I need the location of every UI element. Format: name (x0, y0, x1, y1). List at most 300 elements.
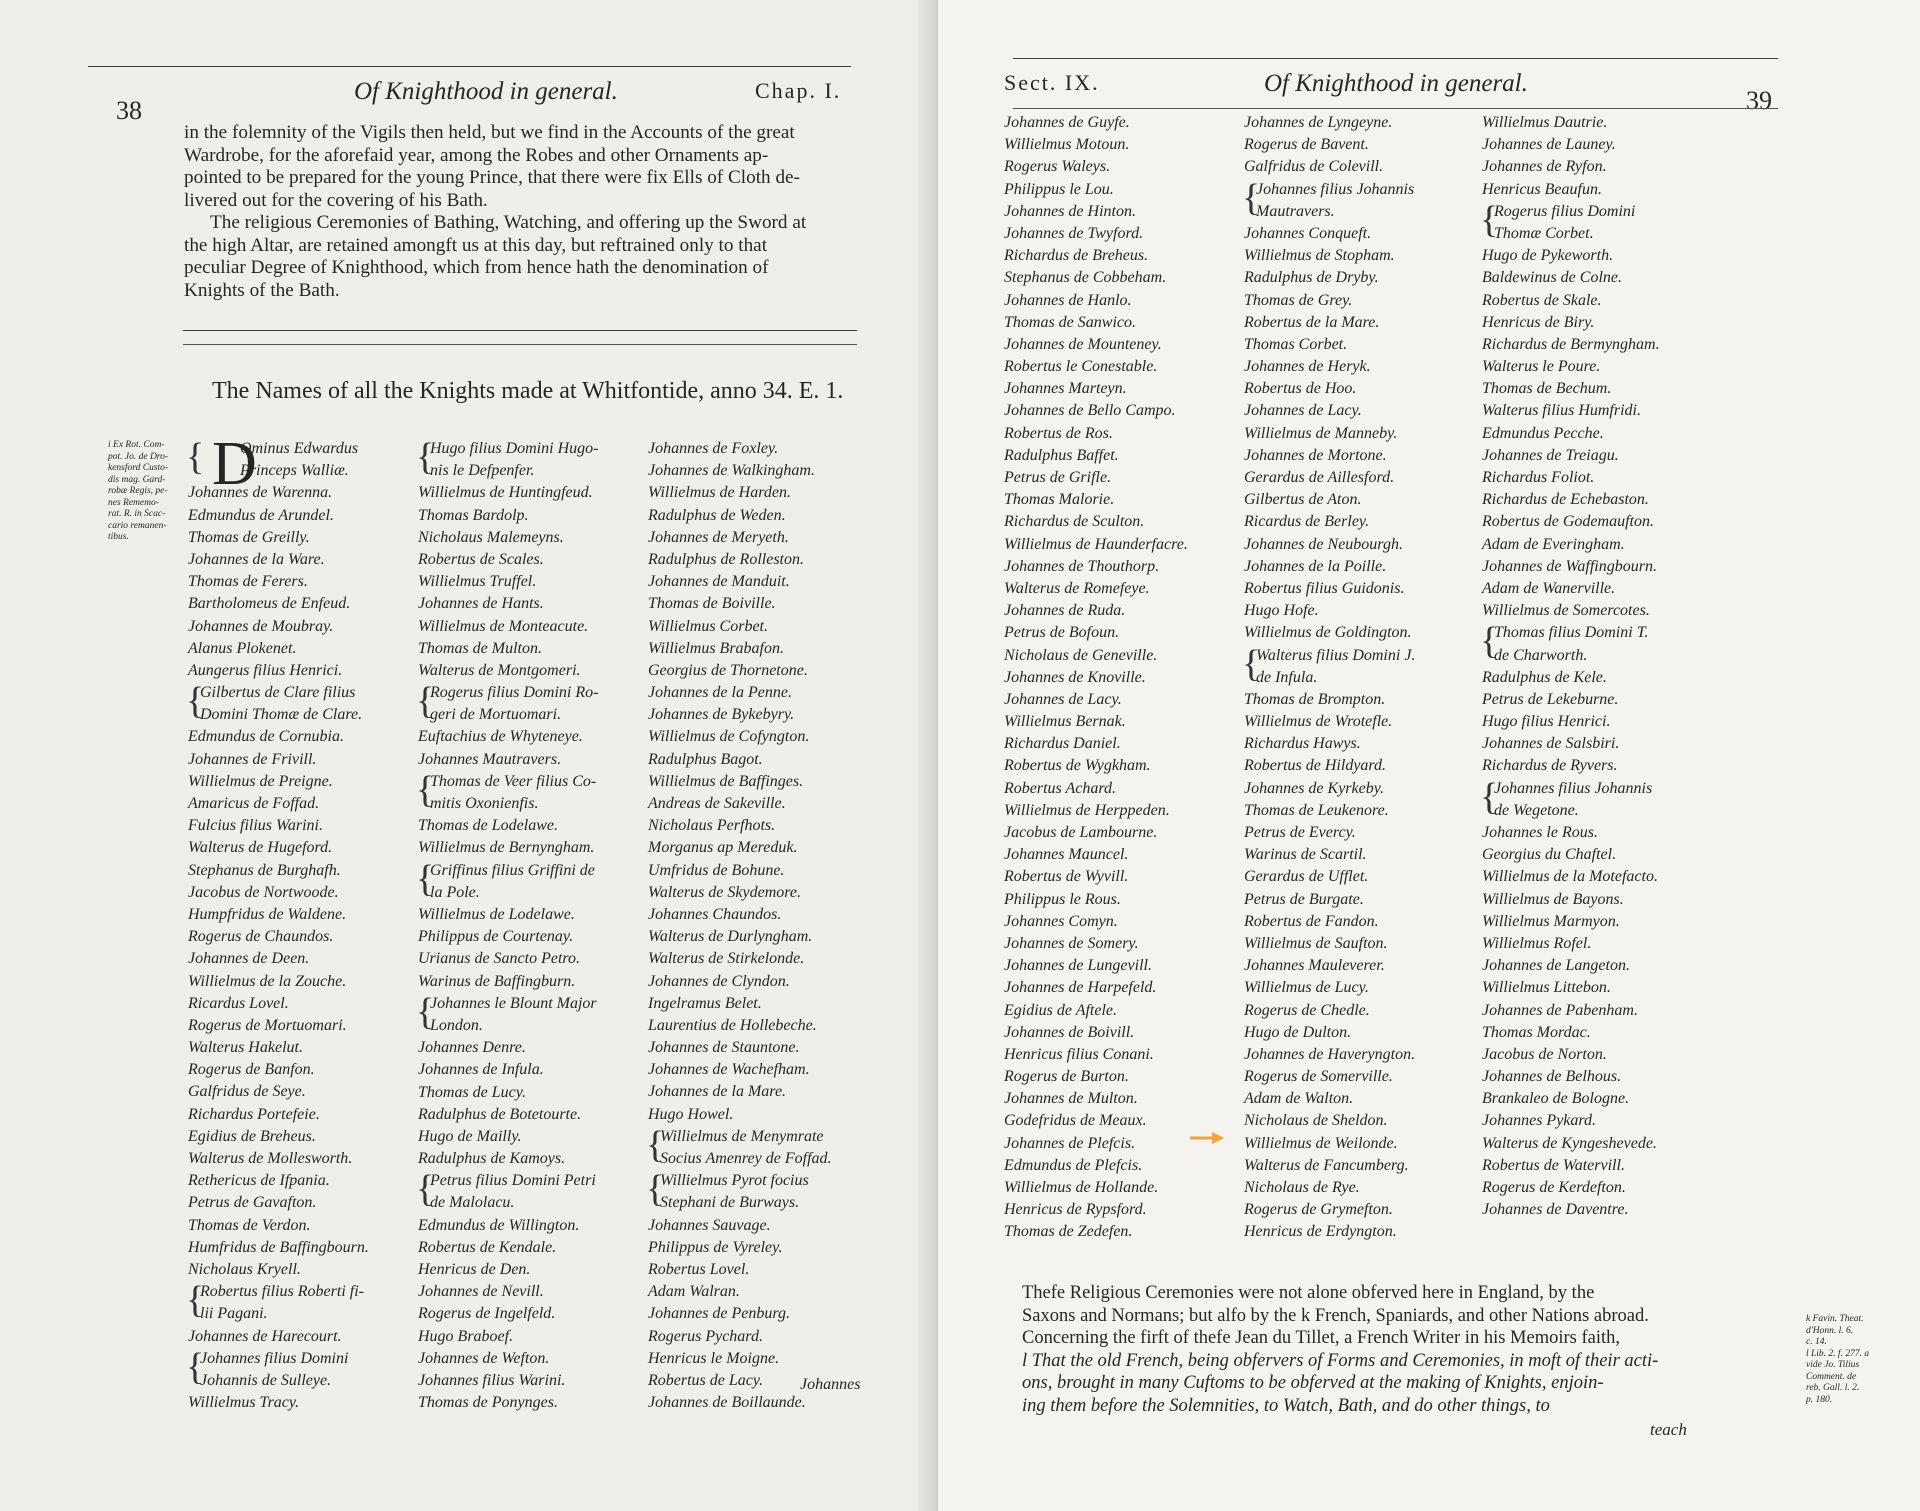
knight-name: Walterus de Fancumberg. (1244, 1156, 1409, 1174)
knight-name: Johannes de Haveryngton. (1244, 1045, 1416, 1063)
drop-cap: D (212, 430, 257, 498)
knight-name: Willielmus de Hollande. (1004, 1179, 1159, 1196)
knight-name: Edmundus de Willington. (418, 1216, 580, 1234)
knight-name-part: { Willielmus de Menymrate (660, 1127, 824, 1145)
knight-name: Johannes Sauvage. (648, 1216, 771, 1234)
knight-name: Willielmus de Monteacute. (418, 617, 589, 635)
knight-name: Rogerus de Grymefton. (1244, 1201, 1393, 1219)
name-column-1 (1004, 112, 1244, 1244)
knight-name: Johannes de Harpefeld. (1004, 979, 1157, 997)
bracketed-entry (1482, 778, 1742, 822)
knight-name-part: { Johannes le Blount Major (430, 994, 597, 1012)
knight-name: Thomas de Lodelawe. (418, 817, 558, 835)
header-rule (88, 66, 851, 67)
knight-name: Thomas Malorie. (1004, 491, 1115, 509)
knight-name: Johannes de la Mare. (648, 1083, 787, 1101)
arrow-head (1212, 1132, 1224, 1144)
knight-name: Willielmus de Haunderfacre. (1004, 535, 1188, 553)
knight-name: Radulphus de Kele. (1482, 668, 1607, 686)
knight-name-part: { Johannes filius Domini (200, 1349, 349, 1367)
knight-name: Robertus de la Mare. (1244, 313, 1380, 331)
knight-name-part: { Thomas filius Domini T. (1494, 624, 1649, 642)
knight-name: Willielmus Marmyon. (1482, 912, 1620, 930)
knight-name: Richardus de Bermyngham. (1482, 335, 1660, 353)
knight-name: Robertus filius Guidonis. (1244, 579, 1405, 597)
knight-name: Johannes de la Penne. (648, 684, 792, 702)
text-line: Knights of the Bath. (184, 279, 340, 301)
knight-name: Morganus ap Mereduk. (648, 839, 798, 857)
knight-name: Henricus filius Conani. (1004, 1045, 1154, 1063)
knight-name: Fulcius filius Warini. (188, 817, 323, 835)
knight-name: Willielmus Truffel. (418, 573, 537, 591)
knight-name: Petrus de Burgate. (1244, 890, 1364, 908)
knight-name: Johannes de Knoville. (1004, 668, 1146, 686)
knight-name: Johannes de Boivill. (1004, 1023, 1135, 1041)
knight-name: Thomas Corbet. (1244, 335, 1348, 353)
text-line: The religious Ceremonies of Bathing, Watching, and offering up the Sword at (210, 212, 807, 233)
knight-name: Robertus de Skale. (1482, 291, 1602, 309)
knight-name: Walterus de Romefeye. (1004, 579, 1150, 597)
section-rule (183, 344, 857, 345)
knight-name: Johannes Mauleverer. (1244, 957, 1385, 975)
knight-name: Hugo Howel. (648, 1105, 734, 1123)
knight-name: Willielmus Corbet. (648, 617, 768, 635)
knight-name-part: Domini Thomæ de Clare. (200, 706, 363, 724)
knight-name: Philippus le Rous. (1004, 890, 1121, 908)
knight-name: Thomas de Zedefen. (1004, 1223, 1133, 1241)
knight-name: Thomas de Brompton. (1244, 690, 1386, 708)
knight-name: Johannes de Frivill. (188, 750, 317, 768)
knight-name: Petrus de Lekeburne. (1482, 690, 1619, 708)
bracketed-entry (418, 993, 646, 1037)
knight-name: Johannes de Foxley. (648, 440, 779, 457)
knight-name: Willielmus de Bayons. (1482, 890, 1624, 908)
knight-name: Gilbertus de Aton. (1244, 491, 1362, 509)
catchword: Johannes (800, 1376, 861, 1393)
knight-name: Johannes de Harecourt. (188, 1327, 342, 1345)
knight-name: Nicholaus de Geneville. (1004, 646, 1158, 664)
knight-name: Richardus Foliot. (1482, 469, 1595, 487)
knight-name: Willielmus de Wrotefle. (1244, 713, 1393, 731)
knight-name: Alanus Plokenet. (188, 639, 297, 657)
knight-name: Rogerus de Banfon. (188, 1061, 315, 1079)
name-column-3 (1482, 112, 1742, 1221)
knight-name: Richardus de Sculton. (1004, 513, 1145, 531)
knight-name: Umfridus de Bohune. (648, 861, 785, 879)
knight-name: Willielmus de Lucy. (1244, 979, 1369, 997)
knight-name: Thomas Bardolp. (418, 506, 529, 524)
bracketed-entry (188, 682, 410, 726)
bracketed-entry (1482, 622, 1742, 666)
knight-name: Rogerus de Chaundos. (188, 928, 334, 946)
knight-name: Edmundus de Plefcis. (1004, 1156, 1143, 1174)
knight-name: Philippus de Courtenay. (418, 928, 574, 946)
knight-name: Walterus de Hugeford. (188, 839, 333, 857)
knight-name: Johannes Mauncel. (1004, 846, 1129, 864)
section-label: Sect. IX. (1004, 70, 1100, 95)
knight-name: Johannes de Stauntone. (648, 1039, 800, 1057)
highlight-arrow-icon (1190, 1131, 1224, 1145)
bracketed-entry (1482, 201, 1742, 245)
knight-name: Thomas de Boiville. (648, 595, 776, 613)
bracketed-entry (418, 771, 646, 815)
bracketed-entry (188, 1348, 410, 1392)
name-column-2 (418, 438, 646, 1414)
right-page (938, 0, 1920, 1511)
knight-name-part: de Charworth. (1494, 646, 1588, 664)
knight-name: Radulphus de Kamoys. (418, 1150, 566, 1168)
knight-name: Johannes de Hinton. (1004, 202, 1136, 220)
knight-name: Hugo Hofe. (1244, 602, 1319, 620)
knight-name: Johannes de Thouthorp. (1004, 557, 1160, 575)
knight-name: Johannes de Kyrkeby. (1244, 779, 1384, 797)
knight-name: Robertus de Watervill. (1482, 1156, 1625, 1174)
knight-name: Petrus de Evercy. (1244, 824, 1356, 842)
knight-name-part: { Rogerus filius Domini (1494, 202, 1636, 220)
knight-name: Johannes Marteyn. (1004, 380, 1127, 398)
knight-name: Euftachius de Whyteneye. (418, 728, 583, 746)
knight-name: Johannes de Hanlo. (1004, 291, 1132, 309)
knight-name: Ingelramus Belet. (648, 994, 762, 1012)
knight-name: Willielmus Motoun. (1004, 136, 1130, 154)
knight-name: Willielmus Dautrie. (1482, 114, 1608, 131)
closing-paragraph (1022, 1282, 1658, 1417)
bracketed-entry (1244, 645, 1484, 689)
knight-name: Johannes de Bykebyry. (648, 706, 795, 724)
knight-name: Johannes de Manduit. (648, 573, 790, 591)
knight-name: Willielmus de la Zouche. (188, 972, 347, 990)
bracketed-entry (648, 1170, 876, 1214)
knight-name: Johannes de Penburg. (648, 1305, 791, 1323)
knight-name: Willielmus Tracy. (188, 1394, 300, 1412)
knight-name: Nicholaus de Rye. (1244, 1179, 1360, 1197)
knight-name: Johannes Denre. (418, 1039, 526, 1057)
knight-name: Johannes de Meryeth. (648, 528, 789, 546)
knight-name-part: Stephani de Burways. (660, 1194, 800, 1212)
catchword: teach (1650, 1420, 1687, 1439)
knight-name: Robertus le Conestable. (1004, 358, 1158, 376)
knight-name: Radulphus Bagot. (648, 750, 763, 768)
running-head: Of Knighthood in general. (354, 78, 618, 105)
knight-name: Rogerus de Bavent. (1244, 136, 1369, 154)
knight-name: Willielmus de Somercotes. (1482, 602, 1650, 620)
knight-name: Rogerus Waleys. (1004, 158, 1111, 176)
knight-name: Johannes de Wefton. (418, 1349, 550, 1367)
knight-name-part: de Infula. (1256, 668, 1318, 686)
text-line: livered out for the covering of his Bath. (184, 189, 488, 211)
knight-name: Thomas de Multon. (418, 639, 542, 657)
knight-name-part: { Thomas de Veer filius Co- (430, 772, 597, 790)
knight-name: Rogerus de Somerville. (1244, 1068, 1393, 1086)
name-column-1 (188, 438, 410, 1414)
knight-name-part: nis le Defpenfer. (430, 462, 535, 480)
knight-name: Johannes de Ruda. (1004, 602, 1126, 620)
knight-name: Johannes Comyn. (1004, 912, 1118, 930)
knight-name: Willielmus de Huntingfeud. (418, 484, 593, 502)
text-line: in the folemnity of the Vigils then held, but we find in the Accounts of the great (184, 122, 795, 143)
knight-name: Robertus de Kendale. (418, 1238, 557, 1256)
knight-name: Henricus Beaufun. (1482, 180, 1602, 198)
knight-name: Edmundus de Arundel. (188, 506, 334, 524)
knight-name: Egidius de Breheus. (188, 1127, 316, 1145)
bracketed-entry (188, 438, 410, 482)
knight-name: Rogerus de Kerdefton. (1482, 1179, 1626, 1197)
knight-name: Rogerus de Ingelfeld. (418, 1305, 556, 1323)
knight-name: Johannes Mautravers. (418, 750, 562, 768)
knight-name: Johannes de Ryfon. (1482, 158, 1607, 176)
knight-name: Radulphus de Rolleston. (648, 550, 804, 568)
knight-name: Richardus Hawys. (1244, 735, 1361, 753)
knight-name: Thomas de Sanwico. (1004, 313, 1136, 331)
knight-name: Galfridus de Colevill. (1244, 158, 1384, 176)
knight-name: Warinus de Scartil. (1244, 846, 1367, 864)
knight-name: Robertus de Godemaufton. (1482, 513, 1654, 531)
knight-name: Hugo filius Henrici. (1482, 713, 1611, 731)
knight-name: Willielmus de Preigne. (188, 772, 333, 790)
knight-name: Johannes de Launey. (1482, 136, 1616, 154)
knight-name: Walterus de Skydemore. (648, 883, 801, 901)
knight-name-part: { Willielmus Pyrot focius (660, 1172, 809, 1190)
knight-name: Robertus de Hoo. (1244, 380, 1357, 398)
knight-name: Thomas de Grey. (1244, 291, 1353, 309)
side-note: k Favin. Theat. d'Honn. l. 6. c. 14. l Lib. 2. f. 277. a vide Jo. Tilius Comment. de reb. Gall. l. 2. p. 180. (1806, 1314, 1870, 1405)
knight-name: Willielmus de la Motefacto. (1482, 868, 1658, 886)
knight-name: Rogerus de Mortuomari. (188, 1016, 347, 1034)
knight-name: Walterus filius Humfridi. (1482, 402, 1641, 420)
knight-name-part: mitis Oxonienfis. (430, 795, 539, 813)
knight-name: Stephanus de Burghafh. (188, 861, 341, 879)
knight-name: Nicholaus Kryell. (188, 1260, 301, 1278)
page-number: 38 (116, 96, 142, 125)
knight-name: Johannes de Langeton. (1482, 957, 1630, 975)
knight-name: Willielmus Rofel. (1482, 934, 1592, 952)
knight-name: Robertus de Lacy. (648, 1371, 764, 1389)
intro-paragraph (184, 122, 858, 302)
knight-name: Johannes de Boillaunde. (648, 1394, 806, 1412)
knight-name-part: { Griffinus filius Griffini de (430, 861, 595, 879)
knight-name: Willielmus de Bernyngham. (418, 839, 595, 857)
knight-name: Johannes Chaundos. (648, 905, 782, 923)
text-line: ing them before the Solemnities, to Watch, Bath, and do other things, to (1022, 1395, 1550, 1416)
knight-name: Johannes de Guyfe. (1004, 114, 1130, 131)
knight-name: Johannes de Hants. (418, 595, 544, 613)
knight-name: Willielmus de Manneby. (1244, 424, 1398, 442)
knight-name-part: London. (430, 1016, 483, 1034)
knight-name: Johannes de Neubourgh. (1244, 535, 1403, 553)
knight-name-part: Mautravers. (1256, 202, 1335, 220)
knight-name: Thomas de Verdon. (188, 1216, 311, 1234)
knight-name: Andreas de Sakeville. (648, 795, 786, 812)
knight-name: Georgius du Chaftel. (1482, 846, 1617, 864)
knight-name: Robertus de Hildyard. (1244, 757, 1387, 775)
knight-name: Humfridus de Baffingbourn. (188, 1238, 369, 1256)
knight-name: Henricus le Moigne. (648, 1349, 780, 1367)
knight-name: Walterus de Kyngeshevede. (1482, 1134, 1657, 1152)
knight-name: Petrus de Grifle. (1004, 469, 1112, 486)
knight-name: Willielmus Bernak. (1004, 713, 1126, 731)
knight-name: Richardus de Ryvers. (1482, 757, 1618, 775)
knight-name: Edmundus Pecche. (1482, 424, 1604, 442)
knight-name: Jacobus de Lambourne. (1004, 824, 1158, 841)
knight-name-part: { Johannes filius Johannis (1494, 779, 1653, 797)
knight-name: Johannes filius Warini. (418, 1371, 566, 1389)
left-page (0, 0, 938, 1511)
knight-name: Walterus de Montgomeri. (418, 661, 581, 679)
text-line: the high Altar, are retained amongft us at this day, but reftrained only to that (184, 234, 768, 256)
knight-name-part: Johannis de Sulleye. (200, 1371, 332, 1389)
knight-name: Richardus Portefeie. (188, 1105, 320, 1123)
knight-name: Rogerus de Chedle. (1244, 1001, 1370, 1019)
knight-name: Thomas de Bechum. (1482, 380, 1612, 398)
name-column-2 (1244, 112, 1484, 1244)
knight-name: Johannes de Somery. (1004, 934, 1139, 952)
knight-name: Philippus le Lou. (1004, 180, 1114, 198)
header-rule (1013, 108, 1778, 109)
knight-name: Johannes de Heryk. (1244, 358, 1371, 376)
knight-name: Radulphus de Weden. (648, 506, 786, 524)
running-head: Of Knighthood in general. (1264, 70, 1528, 97)
bracketed-entry (418, 1170, 646, 1214)
knight-name: Brankaleo de Bologne. (1482, 1090, 1630, 1108)
knight-name-part: de Wegetone. (1494, 801, 1579, 819)
knight-name: Johannes de Nevill. (418, 1283, 544, 1301)
knight-name: Willielmus de Goldington. (1244, 624, 1412, 642)
knight-name: Richardus de Echebaston. (1482, 491, 1649, 509)
text-line: l That the old French, being obfervers of Forms and Ceremonies, in moft of their acti- (1022, 1350, 1659, 1371)
knight-name: Willielmus de Cofyngton. (648, 728, 810, 746)
knight-name: Jacobus de Nortwoode. (188, 883, 339, 901)
knight-name: Walterus de Stirkelonde. (648, 950, 805, 968)
knight-name-part: geri de Mortuomari. (430, 706, 562, 724)
knight-name: Johannes Conqueft. (1244, 224, 1372, 242)
knight-name: Johannes de Treiagu. (1482, 446, 1619, 464)
header-rule (1013, 58, 1778, 59)
text-line: Wardrobe, for the aforefaid year, among the Robes and other Ornaments ap- (184, 144, 769, 166)
knight-name: Walterus de Durlyngham. (648, 928, 813, 946)
knight-name: Baldewinus de Colne. (1482, 269, 1622, 287)
side-note: i Ex Rot. Com- pot. Jo. de Dro- kensford Custo- dis mag. Gard- robæ Regis, pe- nes Rememo- rat. R. in Scac- cario remanen- tibus. (108, 440, 169, 542)
knight-name: Thomas de Ferers. (188, 573, 308, 591)
knight-name: Willielmus de Weilonde. (1244, 1134, 1398, 1152)
knight-name: Petrus de Bofoun. (1004, 624, 1120, 642)
knight-name: Warinus de Baffingburn. (418, 972, 576, 990)
knight-name: Richardus de Breheus. (1004, 247, 1149, 265)
text-line: pointed to be prepared for the young Prince, that there were fix Ells of Cloth de- (184, 167, 800, 188)
knight-name: Johannes de Belhous. (1482, 1068, 1622, 1086)
knight-name: Radulphus de Dryby. (1244, 269, 1379, 287)
knight-name: Robertus de Ros. (1004, 424, 1113, 442)
knight-name: Walterus Hakelut. (188, 1039, 303, 1057)
knight-name: Johannes de la Poille. (1244, 557, 1387, 575)
knight-name-part: { Ominus Edwardus (240, 440, 359, 457)
knight-name: Amaricus de Foffad. (188, 795, 320, 813)
knight-name-part: { Rogerus filius Domini Ro- (430, 684, 599, 702)
knight-name: Henricus de Rypsford. (1004, 1201, 1147, 1219)
knight-name: Johannes de Lyngeyne. (1244, 114, 1393, 131)
bracketed-entry (188, 1281, 410, 1325)
knight-name: Walterus le Poure. (1482, 358, 1601, 376)
knight-name: Willielmus Littebon. (1482, 979, 1611, 997)
knight-name: Godefridus de Meaux. (1004, 1112, 1147, 1130)
knight-name: Robertus Achard. (1004, 779, 1116, 797)
knight-name-part: { Hugo filius Domini Hugo- (430, 440, 599, 457)
knight-name-part: { Robertus filius Roberti fi- (200, 1283, 364, 1301)
knight-name: Johannes de Wachefham. (648, 1061, 810, 1079)
knight-name: Willielmus Brabafon. (648, 639, 784, 657)
knight-name: Willielmus de Harden. (648, 484, 791, 502)
knight-name: Adam de Everingham. (1482, 535, 1625, 553)
knight-name: Johannes de Lacy. (1244, 402, 1362, 420)
knight-name: Urianus de Sancto Petro. (418, 950, 581, 968)
knight-name: Hugo de Dulton. (1244, 1023, 1352, 1041)
knight-name: Nicholaus de Sheldon. (1244, 1112, 1388, 1130)
bracketed-entry (418, 682, 646, 726)
knight-name-part: { Gilbertus de Clare filius (200, 684, 356, 702)
knight-name-part: Princeps Walliæ. (240, 462, 349, 480)
knight-name: Rethericus de Ifpania. (188, 1172, 330, 1190)
knight-name: Ricardus de Berley. (1244, 513, 1370, 531)
knight-name: Thomas de Lucy. (418, 1083, 526, 1101)
text-line: ons, brought in many Cuftoms to be obferved at the making of Knights, enjoin- (1022, 1373, 1604, 1393)
knight-name-part: de Malolacu. (430, 1194, 515, 1212)
knight-name: Johannes de Mounteney. (1004, 335, 1162, 353)
knight-name: Walterus de Mollesworth. (188, 1150, 353, 1168)
bracketed-entry (418, 438, 646, 482)
knight-name: Johannes de Twyford. (1004, 224, 1144, 242)
knight-name: Galfridus de Seye. (188, 1083, 306, 1101)
knight-name: Bartholomeus de Enfeud. (188, 595, 351, 613)
knight-name: Humpfridus de Waldene. (188, 905, 347, 923)
bracketed-entry (648, 1126, 876, 1170)
knight-name: Radulphus Baffet. (1004, 446, 1119, 464)
knight-name: Johannes de Daventre. (1482, 1201, 1629, 1219)
knight-name: Henricus de Erdyngton. (1244, 1223, 1397, 1241)
bracketed-entry (418, 860, 646, 904)
knight-name: Willielmus de Baffinges. (648, 772, 804, 790)
knight-name: Rogerus Pychard. (648, 1327, 763, 1345)
knight-name: Henricus de Biry. (1482, 313, 1595, 331)
page-number: 39 (1746, 86, 1772, 115)
knight-name: Petrus de Gavafton. (188, 1194, 317, 1212)
knight-name: Johannes de Lacy. (1004, 690, 1122, 708)
knight-name-part: { Walterus filius Domini J. (1256, 646, 1416, 664)
knight-name: Richardus Daniel. (1004, 735, 1121, 753)
text-line: Concerning the firft of thefe Jean du Tillet, a French Writer in his Memoirs faith, (1022, 1328, 1620, 1348)
knight-name-part: Thomæ Corbet. (1494, 224, 1594, 242)
name-column-3 (648, 438, 876, 1414)
knight-name: Nicholaus Perfhots. (648, 817, 776, 835)
knight-name: Johannes le Rous. (1482, 824, 1598, 842)
knight-name: Rogerus de Burton. (1004, 1068, 1129, 1086)
knight-name: Willielmus de Saufton. (1244, 934, 1388, 952)
knight-name: Gerardus de Aillesford. (1244, 469, 1395, 487)
knight-name: Robertus de Wyvill. (1004, 868, 1129, 886)
knight-name: Adam de Walton. (1244, 1090, 1354, 1108)
list-title: The Names of all the Knights made at Whitfontide, anno 34. E. 1. (212, 378, 844, 404)
knight-name: Adam Walran. (648, 1283, 740, 1301)
text-line: Thefe Religious Ceremonies were not alone obferved here in England, by the (1022, 1283, 1595, 1303)
knight-name: Aungerus filius Henrici. (188, 661, 343, 679)
knight-name: Georgius de Thornetone. (648, 661, 808, 679)
knight-name: Robertus de Wygkham. (1004, 757, 1151, 775)
knight-name-part: Socius Amenrey de Foffad. (660, 1150, 832, 1167)
knight-name: Johannes Pykard. (1482, 1112, 1597, 1130)
knight-name: Johannes de Lungevill. (1004, 957, 1152, 975)
knight-name: Johannes de Plefcis. (1004, 1134, 1136, 1152)
knight-name-part: { Johannes filius Johannis (1256, 180, 1415, 198)
knight-name: Johannes de Infula. (418, 1061, 544, 1079)
knight-name: Johannes de Salsbiri. (1482, 735, 1620, 753)
